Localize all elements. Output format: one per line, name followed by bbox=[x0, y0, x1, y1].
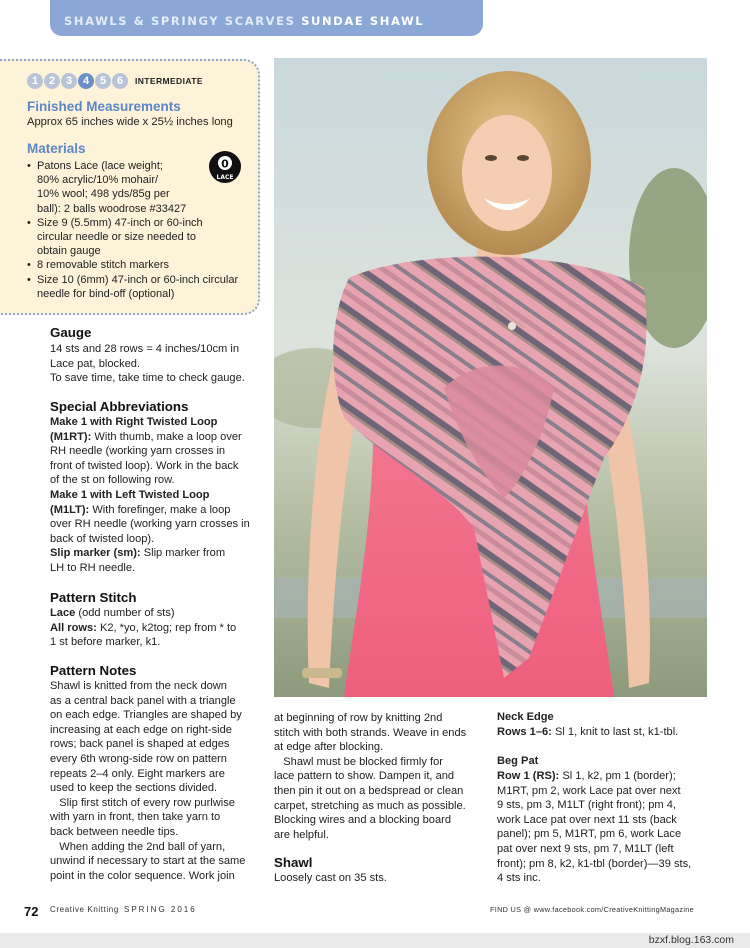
yarn-weight-label: LACE bbox=[216, 174, 234, 181]
pattern-notes-continued: at beginning of row by knitting 2nd stitch with both strands. Weave in ends at edge after blocking. Shawl must be blocked firmly for lace pattern to show. Dampen it, and then pin it out on a bedspread or clean carpet, stretching as much as possible. Blocking wires and a blocking board are helpful. bbox=[274, 712, 467, 841]
skill-level-indicator bbox=[27, 73, 248, 89]
page-number: 72 bbox=[24, 904, 39, 919]
gauge-heading: Gauge bbox=[50, 325, 92, 340]
section-header-band bbox=[50, 0, 483, 36]
abbreviations-heading: Special Abbreviations bbox=[50, 399, 189, 414]
beg-pat-heading: Beg Pat bbox=[497, 755, 539, 767]
category-label: SHAWLS & SPRINGY SCARVES bbox=[64, 14, 296, 28]
watermark: bzxf.blog.163.com bbox=[0, 933, 750, 948]
finished-heading: Finished Measurements bbox=[27, 99, 181, 114]
materials-item: • Size 10 (6mm) 47-inch or 60-inch circular needle for bind-off (optional) bbox=[27, 273, 248, 301]
gauge-text: 14 sts and 28 rows = 4 inches/10cm in Lace pat, blocked. To save time, take time to check gauge. bbox=[50, 343, 245, 385]
pattern-title: SUNDAE SHAWL bbox=[301, 14, 425, 28]
beg-pat-text: Row 1 (RS): Sl 1, k2, pm 1 (border); M1RT, pm 2, work Lace pat over next 9 sts, pm 3, M1LT (right front); pm 4, work Lace pat over next 11 sts (back panel); pm 5, M1RT, pm 6, work Lace pat over next 9 sts, pm 7, M1LT (left front); pm 8, k2, k1-tbl (border)—39 sts, 4 sts inc. bbox=[497, 770, 692, 885]
pattern-stitch-heading: Pattern Stitch bbox=[50, 590, 137, 605]
issue-label: SPRING 2016 bbox=[124, 905, 197, 914]
yarn-weight-lace-icon bbox=[208, 150, 242, 184]
finished-text: Approx 65 inches wide x 25½ inches long bbox=[27, 116, 233, 128]
find-us-link[interactable]: FIND US @ www.facebook.com/CreativeKnittingMagazine bbox=[490, 905, 694, 914]
materials-heading: Materials bbox=[27, 141, 86, 156]
skill-level-1-icon: 1 bbox=[27, 73, 43, 89]
skill-level-5-icon: 5 bbox=[95, 73, 111, 89]
shawl-heading: Shawl bbox=[274, 855, 313, 870]
pattern-notes-heading: Pattern Notes bbox=[50, 663, 137, 678]
materials-item: • 8 removable stitch markers bbox=[27, 258, 248, 272]
yarn-weight-number: 0 bbox=[221, 157, 229, 171]
pattern-stitch-text: Lace (odd number of sts) All rows: K2, *yo, k2tog; rep from * to 1 st before marker, k1. bbox=[50, 607, 237, 649]
skill-level-4-icon: 4 bbox=[78, 73, 94, 89]
pattern-notes-text: Shawl is knitted from the neck down as a central back panel with a triangle on each edge. Triangles are shaped by increasing at each edge on right-side rows; back panel is shaped at edges every 6th wrong-side row on pattern repeats 2–4 only. Eight markers are used to keep the sections divided. Slip first stitch of every row purlwise with yarn in front, then take yarn to back between needle tips. When adding the 2nd ball of yarn, unwind if necessary to start at the same point in the color sequence. Work join bbox=[50, 680, 246, 882]
skill-level-2-icon: 2 bbox=[44, 73, 60, 89]
shawl-photo bbox=[274, 58, 707, 697]
shawl-text: Loosely cast on 35 sts. bbox=[274, 872, 387, 884]
magazine-name: Creative Knitting bbox=[50, 905, 119, 914]
skill-level-3-icon: 3 bbox=[61, 73, 77, 89]
materials-item: • Size 9 (5.5mm) 47-inch or 60-inch circular needle or size needed to obtain gauge bbox=[27, 216, 248, 259]
materials-item: • Patons Lace (lace weight; 80% acrylic/10% mohair/ 10% wool; 498 yds/85g per ball): 2 balls woodrose #33427 bbox=[27, 159, 248, 216]
materials-box bbox=[0, 59, 260, 315]
neck-edge-heading: Neck Edge bbox=[497, 711, 554, 723]
abbreviations-text: Make 1 with Right Twisted Loop (M1RT): With thumb, make a loop over RH needle (working yarn crosses in front of twisted loop). Work in the back of the st on following row. Make 1 with Left Twisted Loop (M1LT): With forefinger, make a loop over RH needle (working yarn crosses in back of twisted loop). Slip marker (sm): Slip marker from LH to RH needle. bbox=[50, 416, 250, 574]
model-wearing-shawl-image bbox=[274, 58, 707, 697]
skill-level-6-icon: 6 bbox=[112, 73, 128, 89]
neck-edge-text: Rows 1–6: Sl 1, knit to last st, k1-tbl. bbox=[497, 726, 679, 738]
skill-level-label: INTERMEDIATE bbox=[135, 76, 203, 86]
